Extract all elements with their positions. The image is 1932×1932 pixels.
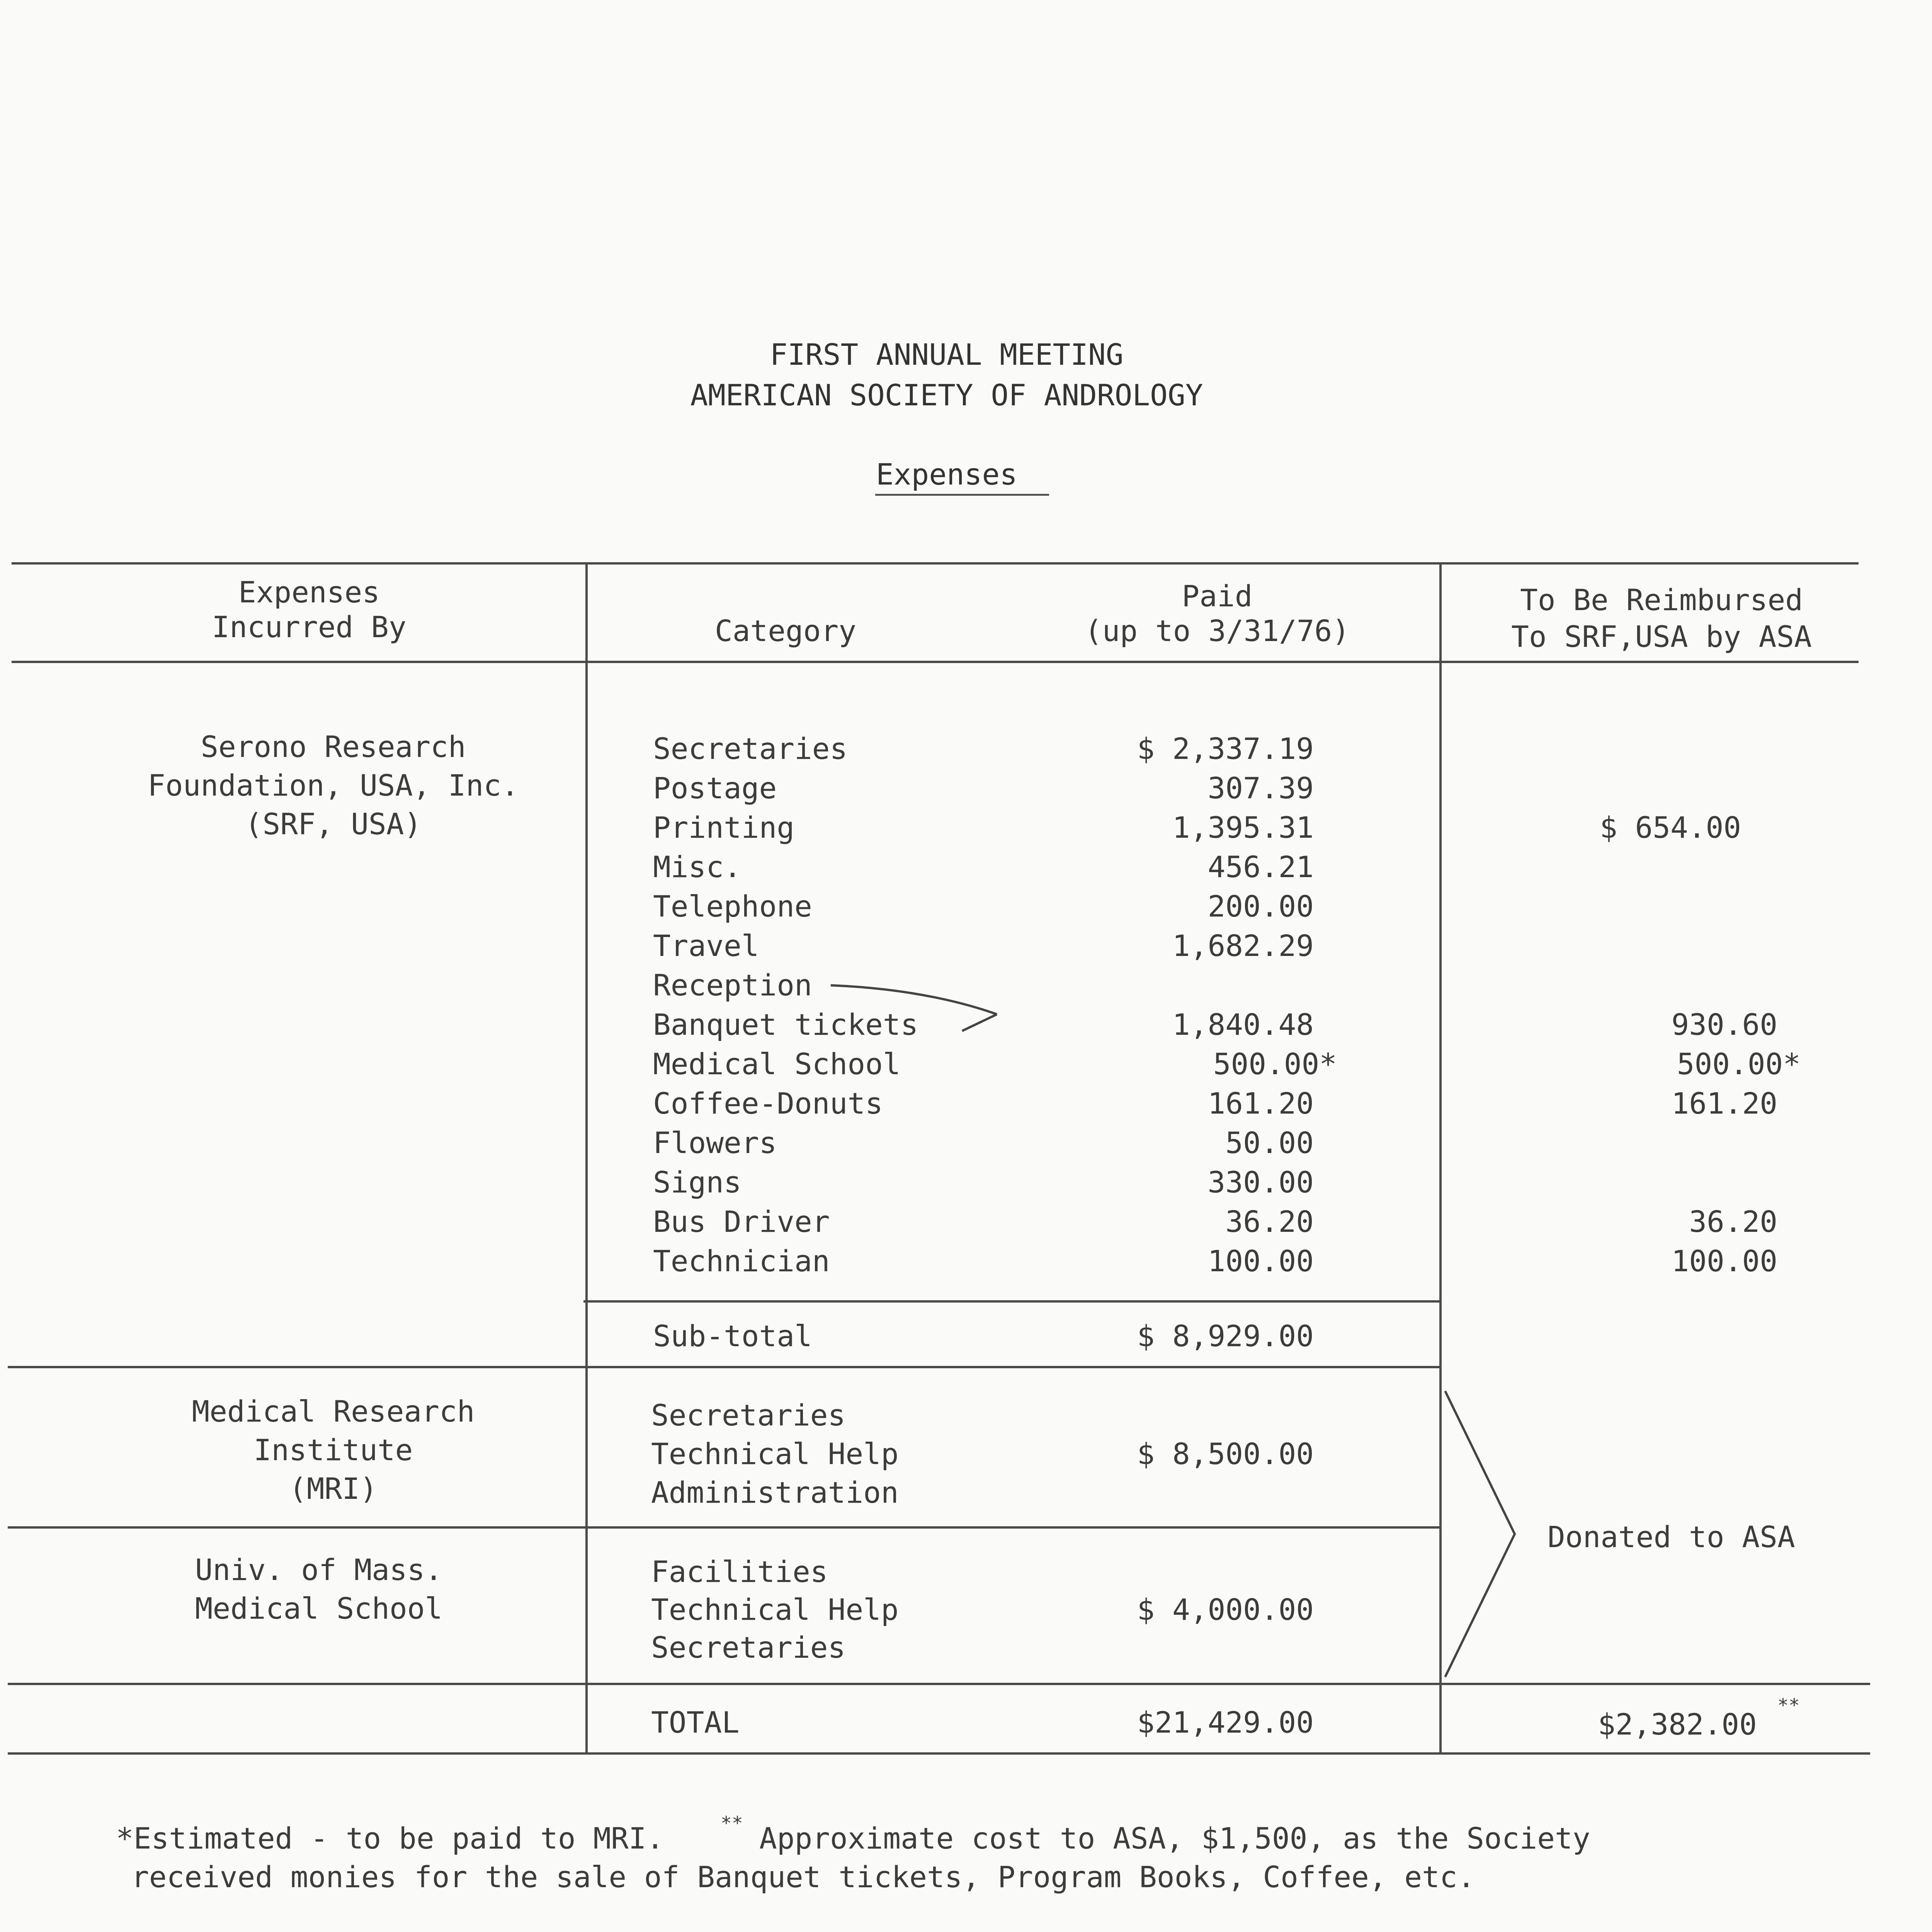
subtotal-top-rule: [583, 1300, 1441, 1303]
srf-category: Misc.: [653, 850, 742, 884]
section-underline: [875, 494, 1049, 496]
header-incurred-2: Incurred By: [212, 610, 406, 644]
mri-name-3: (MRI): [289, 1471, 378, 1506]
mri-bottom-rule: [8, 1526, 1441, 1529]
srf-paid: 307.39: [1208, 771, 1314, 805]
umass-name-1: Univ. of Mass.: [195, 1553, 443, 1587]
srf-paid: 200.00: [1208, 889, 1314, 923]
umass-category: Secretaries: [651, 1630, 846, 1665]
srf-reimb: $ 654.00: [1600, 810, 1742, 845]
srf-category: Flowers: [653, 1126, 777, 1160]
umass-bottom-rule: [8, 1683, 1870, 1685]
header-paid-1: Paid: [1182, 579, 1253, 613]
mri-name-2: Institute: [253, 1433, 413, 1467]
reception-banquet-arrow: [827, 978, 1012, 1036]
srf-paid: 161.20: [1208, 1086, 1314, 1121]
header-reimb-2: To SRF,USA by ASA: [1511, 619, 1812, 654]
srf-name-1: Serono Research: [201, 730, 466, 764]
umass-name-2: Medical School: [195, 1591, 443, 1626]
total-reimb: $2,382.00: [1598, 1707, 1757, 1742]
section-heading: Expenses: [876, 457, 1018, 492]
header-category: Category: [715, 614, 857, 648]
header-bottom-rule: [12, 661, 1859, 663]
srf-reimb: 100.00: [1671, 1244, 1777, 1278]
srf-paid: 1,395.31: [1172, 810, 1314, 845]
srf-paid: $ 2,337.19: [1137, 731, 1314, 766]
mri-category: Administration: [651, 1475, 899, 1510]
col-divider-1: [585, 562, 588, 1754]
total-paid: $21,429.00: [1137, 1705, 1314, 1740]
mri-category: Technical Help: [651, 1437, 899, 1471]
srf-category: Telephone: [653, 889, 812, 923]
footnote-line-2: received monies for the sale of Banquet tickets, Program Books, Coffee, etc.: [131, 1860, 1475, 1894]
srf-category: Coffee-Donuts: [653, 1086, 883, 1121]
umass-paid: $ 4,000.00: [1137, 1592, 1314, 1627]
title-line-1: FIRST ANNUAL MEETING: [770, 337, 1124, 372]
total-label: TOTAL: [651, 1705, 740, 1740]
srf-category: Banquet tickets: [653, 1007, 918, 1042]
srf-paid: 330.00: [1208, 1165, 1314, 1199]
srf-paid: 1,682.29: [1172, 929, 1314, 963]
srf-reimb: 500.00*: [1677, 1047, 1801, 1081]
srf-paid: 36.20: [1225, 1204, 1314, 1239]
srf-category: Postage: [653, 771, 777, 805]
footnote-line-1b: Approximate cost to ASA, $1,500, as the Society: [759, 1821, 1590, 1855]
subtotal-label: Sub-total: [653, 1319, 812, 1353]
table-bottom-rule: [8, 1752, 1870, 1755]
donated-bracket: [1441, 1387, 1526, 1681]
srf-reimb: 36.20: [1689, 1204, 1777, 1239]
srf-paid: 100.00: [1208, 1244, 1314, 1278]
table-top-rule: [12, 562, 1859, 565]
mri-name-1: Medical Research: [192, 1394, 475, 1429]
subtotal-value: $ 8,929.00: [1137, 1319, 1314, 1353]
srf-paid: 1,840.48: [1172, 1007, 1314, 1042]
srf-bottom-rule: [8, 1366, 1441, 1368]
srf-category: Signs: [653, 1165, 742, 1199]
srf-name-3: (SRF, USA): [245, 807, 422, 841]
srf-reimb: 930.60: [1671, 1007, 1777, 1042]
srf-category: Technician: [653, 1244, 830, 1278]
srf-paid: 50.00: [1225, 1126, 1314, 1160]
total-reimb-mark: **: [1777, 1695, 1800, 1716]
header-incurred-1: Expenses: [238, 575, 380, 609]
umass-category: Facilities: [651, 1554, 828, 1589]
srf-reimb: 161.20: [1671, 1086, 1777, 1121]
srf-category: Medical School: [653, 1047, 901, 1081]
srf-category: Secretaries: [653, 731, 848, 766]
mri-category: Secretaries: [651, 1398, 846, 1432]
header-reimb-1: To Be Reimbursed: [1520, 583, 1803, 617]
footnote-line-1: *Estimated - to be paid to MRI.: [116, 1821, 664, 1855]
donated-label: Donated to ASA: [1548, 1520, 1795, 1554]
srf-paid: 456.21: [1208, 850, 1314, 884]
srf-paid: 500.00*: [1213, 1047, 1337, 1081]
srf-category: Bus Driver: [653, 1204, 830, 1239]
footnote-mark: **: [721, 1813, 743, 1834]
mri-paid: $ 8,500.00: [1137, 1437, 1314, 1471]
srf-category: Reception: [653, 968, 812, 1002]
header-paid-2: (up to 3/31/76): [1084, 614, 1350, 648]
srf-category: Travel: [653, 929, 759, 963]
srf-category: Printing: [653, 810, 795, 845]
title-line-2: AMERICAN SOCIETY OF ANDROLOGY: [690, 378, 1203, 412]
umass-category: Technical Help: [651, 1592, 899, 1627]
srf-name-2: Foundation, USA, Inc.: [148, 768, 519, 803]
